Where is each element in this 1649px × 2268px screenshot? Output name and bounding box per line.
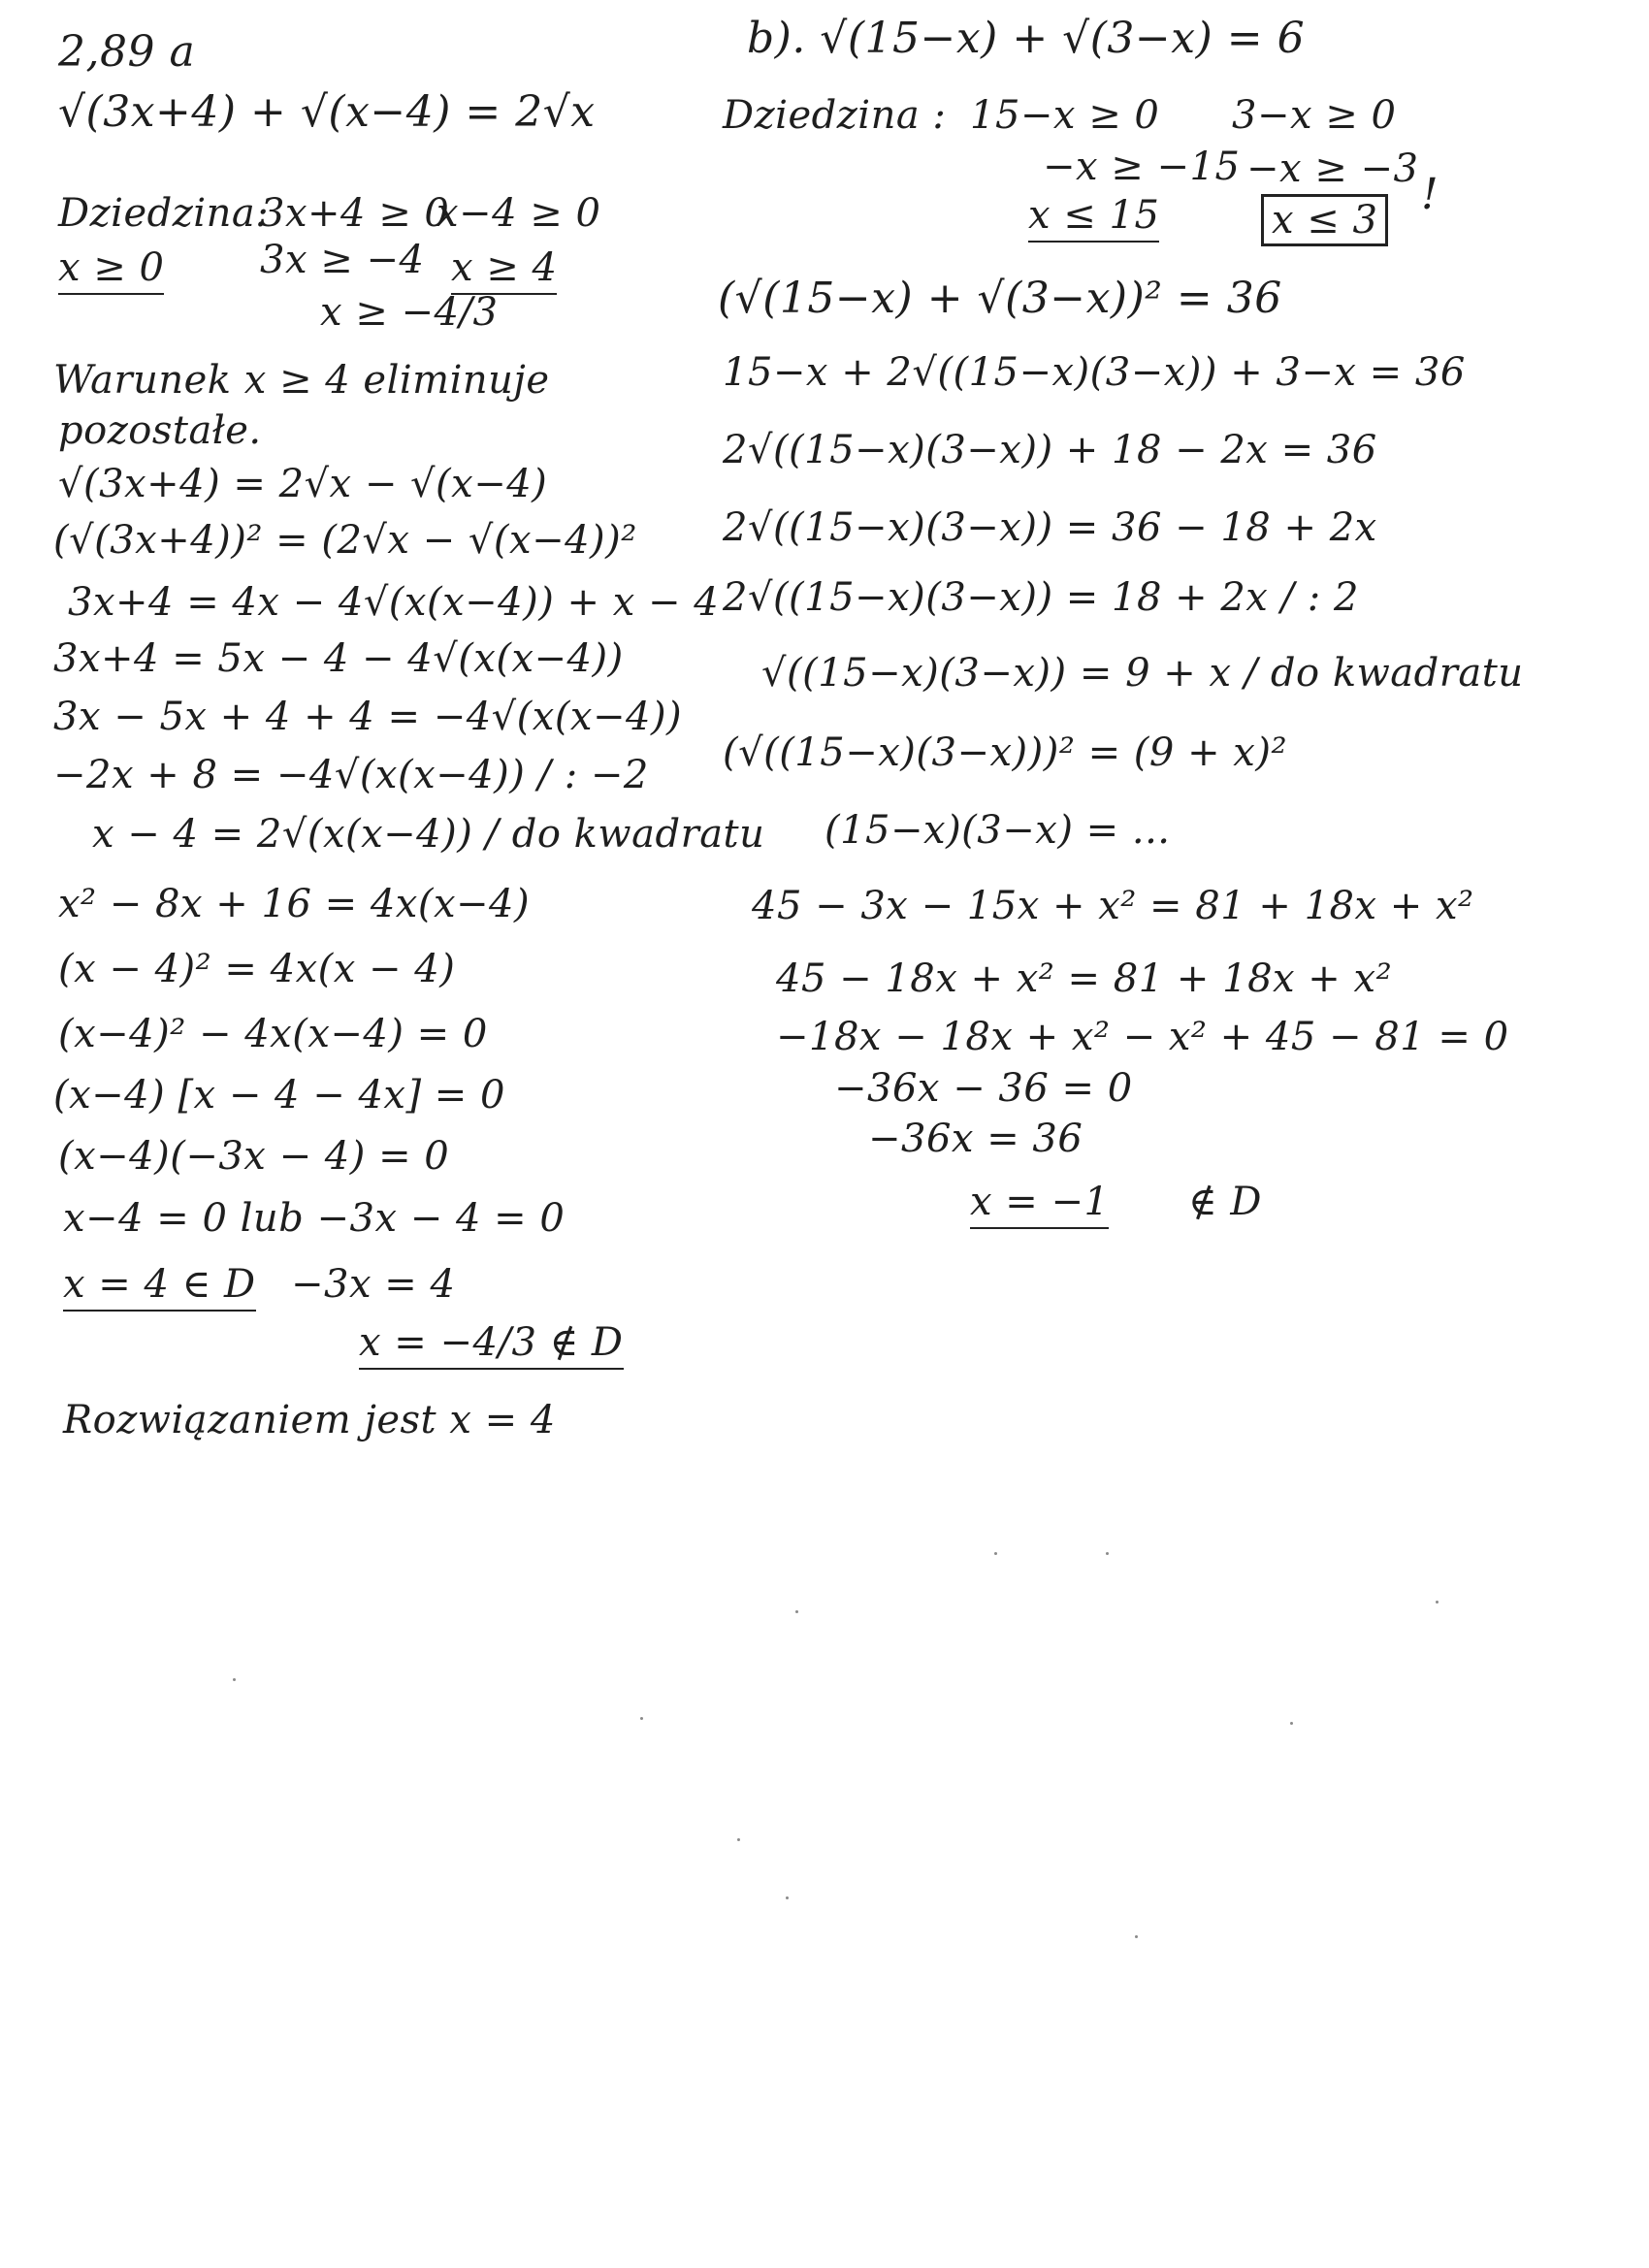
left-step-2: 3x+4 = 4x − 4√(x(x−4)) + x − 4	[68, 580, 720, 625]
left-solution-2a: −3x = 4	[291, 1262, 456, 1307]
right-domain-cond1: 15−x ≥ 0	[970, 93, 1160, 138]
scan-speck	[1106, 1552, 1109, 1555]
left-solution-1: x = 4 ∈ D	[63, 1261, 256, 1312]
left-domain-step3: x ≥ −4/3	[320, 290, 499, 335]
left-domain-cond1: 3x+4 ≥ 0	[260, 191, 450, 236]
left-step-6: x − 4 = 2√(x(x−4)) / do kwadratu	[92, 812, 765, 857]
scan-speck	[786, 1896, 789, 1899]
left-domain-cond2: x−4 ≥ 0	[436, 191, 601, 236]
right-step-4: 2√((15−x)(3−x)) = 18 + 2x / : 2	[723, 575, 1359, 620]
right-header: b). √(15−x) + √(3−x) = 6	[747, 14, 1306, 63]
scan-speck	[737, 1838, 740, 1841]
left-step-9: (x−4)² − 4x(x−4) = 0	[58, 1012, 488, 1056]
right-domain-step2: −x ≥ −3	[1246, 146, 1419, 191]
left-step-4: 3x − 5x + 4 + 4 = −4√(x(x−4))	[53, 695, 683, 739]
left-step-3: 3x+4 = 5x − 4 − 4√(x(x−4))	[53, 636, 624, 681]
right-step-8: 45 − 3x − 15x + x² = 81 + 18x + x²	[752, 884, 1474, 928]
left-step-5: −2x + 8 = −4√(x(x−4)) / : −2	[53, 753, 649, 797]
left-step-10: (x−4) [x − 4 − 4x] = 0	[53, 1073, 505, 1118]
left-header: 2,89 a	[58, 27, 196, 77]
right-solution: x = −1	[970, 1179, 1109, 1229]
left-equation: √(3x+4) + √(x−4) = 2√x	[58, 87, 596, 137]
scan-speck	[795, 1610, 798, 1613]
right-domain-label: Dziedzina :	[723, 93, 947, 138]
left-domain-label: Dziedzina:	[58, 191, 270, 236]
scan-speck	[640, 1717, 643, 1720]
right-step-6: (√((15−x)(3−x)))² = (9 + x)²	[723, 730, 1288, 775]
right-domain-step3: x ≤ 15	[1028, 192, 1159, 243]
right-step-10: −18x − 18x + x² − x² + 45 − 81 = 0	[776, 1015, 1509, 1059]
left-domain-x-ge-0: x ≥ 0	[58, 244, 164, 295]
scan-speck	[1290, 1722, 1293, 1725]
left-solution-2b: x = −4/3 ∉ D	[359, 1319, 624, 1370]
right-solution-note: ∉ D	[1188, 1180, 1262, 1224]
right-domain-step4: x ≤ 3	[1261, 194, 1388, 246]
left-step-0: √(3x+4) = 2√x − √(x−4)	[58, 462, 548, 506]
left-step-8: (x − 4)² = 4x(x − 4)	[58, 947, 456, 991]
right-step-1: 15−x + 2√((15−x)(3−x)) + 3−x = 36	[723, 350, 1466, 395]
left-domain-step2: x ≥ 4	[451, 244, 557, 295]
right-step-0: (√(15−x) + √(3−x))² = 36	[718, 274, 1282, 323]
right-step-9: 45 − 18x + x² = 81 + 18x + x²	[776, 956, 1393, 1001]
scan-speck	[1135, 1935, 1138, 1938]
right-step-7: (15−x)(3−x) = ...	[824, 808, 1171, 853]
right-domain-mark: !	[1421, 170, 1439, 219]
right-domain-step1: −x ≥ −15	[1043, 145, 1241, 189]
left-step-7: x² − 8x + 16 = 4x(x−4)	[58, 882, 531, 926]
scan-speck	[1436, 1601, 1439, 1604]
left-step-12: x−4 = 0 lub −3x − 4 = 0	[63, 1196, 566, 1241]
right-step-2: 2√((15−x)(3−x)) + 18 − 2x = 36	[723, 428, 1377, 472]
left-note-line1: Warunek x ≥ 4 eliminuje	[53, 358, 550, 403]
right-step-5: √((15−x)(3−x)) = 9 + x / do kwadratu	[761, 651, 1524, 696]
left-domain-step1: 3x ≥ −4	[260, 238, 425, 282]
right-step-11: −36x − 36 = 0	[834, 1066, 1133, 1111]
left-step-11: (x−4)(−3x − 4) = 0	[58, 1134, 450, 1179]
scan-speck	[994, 1552, 997, 1555]
scan-speck	[233, 1678, 236, 1681]
left-conclusion: Rozwiązaniem jest x = 4	[63, 1398, 556, 1442]
left-note-line2: pozostałe.	[58, 408, 262, 453]
right-step-12: −36x = 36	[868, 1117, 1083, 1161]
left-step-1: (√(3x+4))² = (2√x − √(x−4))²	[53, 518, 637, 563]
right-step-3: 2√((15−x)(3−x)) = 36 − 18 + 2x	[723, 505, 1377, 550]
right-domain-cond2: 3−x ≥ 0	[1232, 93, 1397, 138]
